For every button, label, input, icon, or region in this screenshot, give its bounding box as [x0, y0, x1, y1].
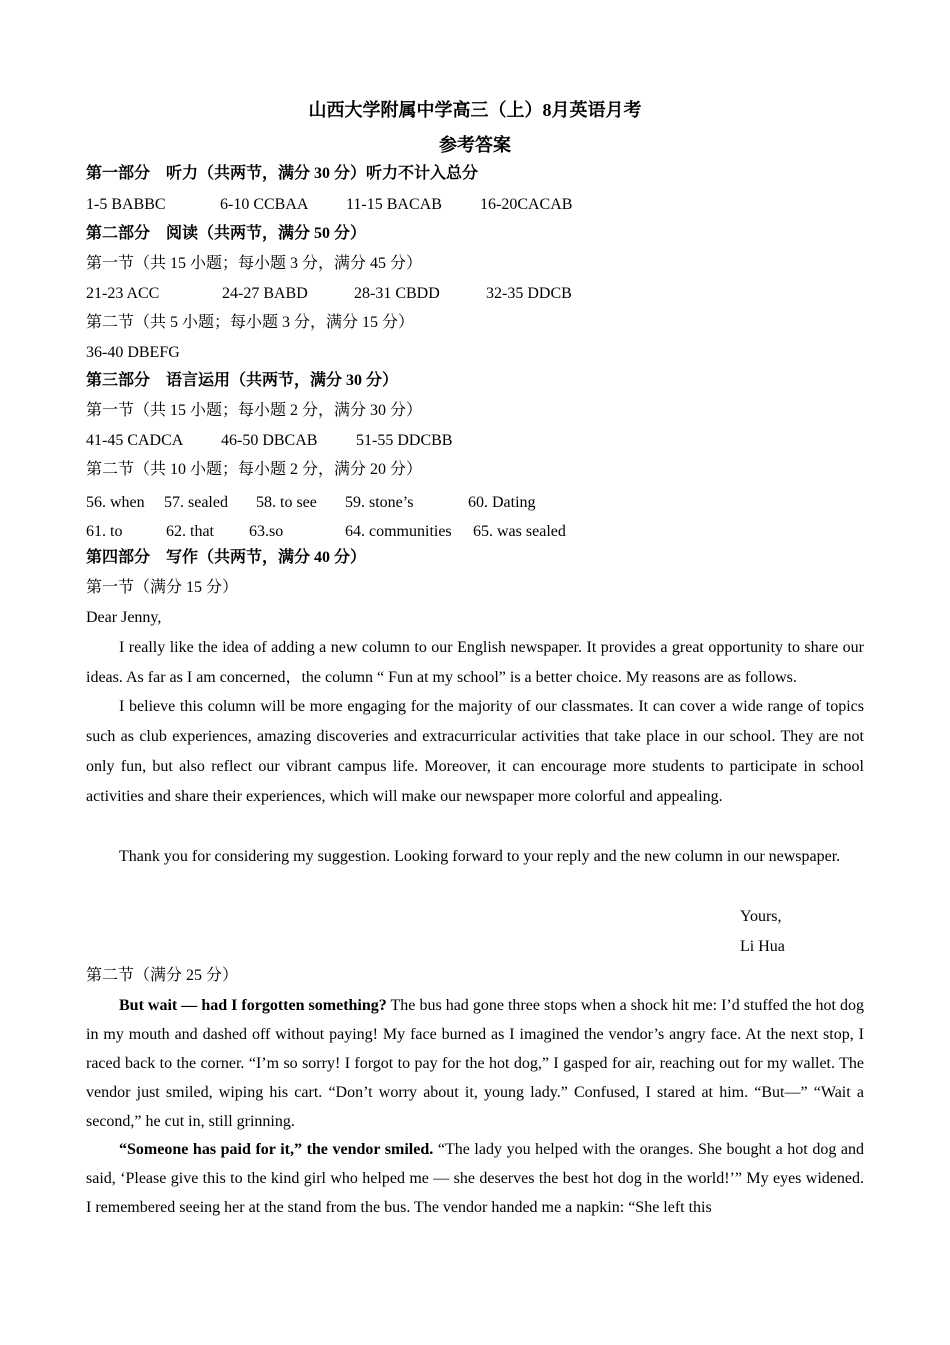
- part2-section2-heading: 第二节（共 5 小题；每小题 3 分，满分 15 分）: [86, 314, 415, 331]
- part3-heading: 第三部分 语言运用（共两节，满分 30 分）: [86, 372, 399, 389]
- answer-group: 24-27 BABD: [222, 285, 308, 302]
- story-paragraph: [86, 1135, 864, 1222]
- answer-item: 64. communities: [345, 523, 452, 540]
- part2-section1-heading: 第一节（共 15 小题；每小题 3 分，满分 45 分）: [86, 255, 423, 272]
- story-lead-sentence: “Someone has paid for it,” the vendor smiled.: [119, 1141, 434, 1158]
- part4-heading: 第四部分 写作（共两节，满分 40 分）: [86, 549, 367, 566]
- letter-closing: Yours,: [740, 908, 782, 925]
- answer-item: 57. sealed: [164, 494, 228, 511]
- letter-paragraph: Thank you for considering my suggestion. Looking forward to your reply and the new column in our newspaper.: [119, 848, 841, 865]
- answer-item: 58. to see: [256, 494, 317, 511]
- part2-heading: 第二部分 阅读（共两节，满分 50 分）: [86, 225, 367, 242]
- story-text: “The lady you helped with the oranges. She bought a hot dog and said, ‘Please give this to the kind girl who helped me — she deserves the best hot dog in the world!’” My eyes widened. I remembered seeing her at the stand from the bus. The vendor handed me a napkin: “She left this: [86, 1141, 865, 1216]
- letter-paragraph: I believe this column will be more engaging for the majority of our classmates. It can cover a wide range of topics such as club experiences, amazing discoveries and extracurricular activities that take place in our school. They are not only fun, but also reflect our vibrant campus life. Moreover, it can encourage more students to participate in school activities and share their experiences, which will make our newspaper more colorful and appealing.: [86, 698, 864, 805]
- answer-item: 61. to: [86, 523, 123, 540]
- answer-item: 65. was sealed: [473, 523, 566, 540]
- answer-item: 62. that: [166, 523, 214, 540]
- answer-group: 28-31 CBDD: [354, 285, 440, 302]
- answer-group: 36-40 DBEFG: [86, 344, 180, 361]
- part4-section1-heading: 第一节（满分 15 分）: [86, 579, 239, 596]
- story-text: The bus had gone three stops when a shock hit me: I’d stuffed the hot dog in my mouth and dashed off without paying! My face burned as I imagined the vendor’s angry face. At the next stop, I raced back to the corner. “I’m so sorry! I forgot to pay for the hot dog,” I gasped for air, reaching out for my wallet. The vendor just smiled, wiping his cart. “Don’t worry about it, young lady.” Confused, I stared at him. “But—” “Wait a second,” he cut in, still grinning.: [86, 997, 864, 1130]
- answer-item: 63.so: [249, 523, 284, 540]
- story-lead-sentence: But wait — had I forgotten something?: [119, 997, 387, 1014]
- answer-item: 59. stone’s: [345, 494, 414, 511]
- answer-group: 51-55 DDCBB: [356, 432, 453, 449]
- letter-greeting: Dear Jenny,: [86, 609, 162, 626]
- answer-group: 1-5 BABBC: [86, 196, 166, 213]
- part3-section1-heading: 第一节（共 15 小题；每小题 2 分，满分 30 分）: [86, 402, 423, 419]
- part3-section2-heading: 第二节（共 10 小题；每小题 2 分，满分 20 分）: [86, 461, 423, 478]
- story-paragraph: [86, 991, 864, 1136]
- answer-group: 6-10 CCBAA: [220, 196, 309, 213]
- answer-item: 56. when: [86, 494, 145, 511]
- answer-group: 32-35 DDCB: [486, 285, 572, 302]
- answer-group: 46-50 DBCAB: [221, 432, 318, 449]
- answer-group: 16-20CACAB: [480, 196, 573, 213]
- letter-paragraph: I really like the idea of adding a new column to our English newspaper. It provides a great opportunity to share our ideas. As far as I am concerned，the column “ Fun at my school” is a better choice. My reasons are as follows.: [86, 639, 864, 686]
- answer-item: 60. Dating: [468, 494, 536, 511]
- answer-group: 11-15 BACAB: [346, 196, 442, 213]
- page-title: 山西大学附属中学高三（上）8月英语月考: [308, 100, 642, 120]
- letter-signature: Li Hua: [740, 938, 785, 955]
- page-subtitle: 参考答案: [439, 135, 511, 155]
- answer-group: 41-45 CADCA: [86, 432, 184, 449]
- part1-heading: 第一部分 听力（共两节，满分 30 分）听力不计入总分: [86, 165, 479, 182]
- part4-section2-heading: 第二节（满分 25 分）: [86, 967, 239, 984]
- answer-group: 21-23 ACC: [86, 285, 160, 302]
